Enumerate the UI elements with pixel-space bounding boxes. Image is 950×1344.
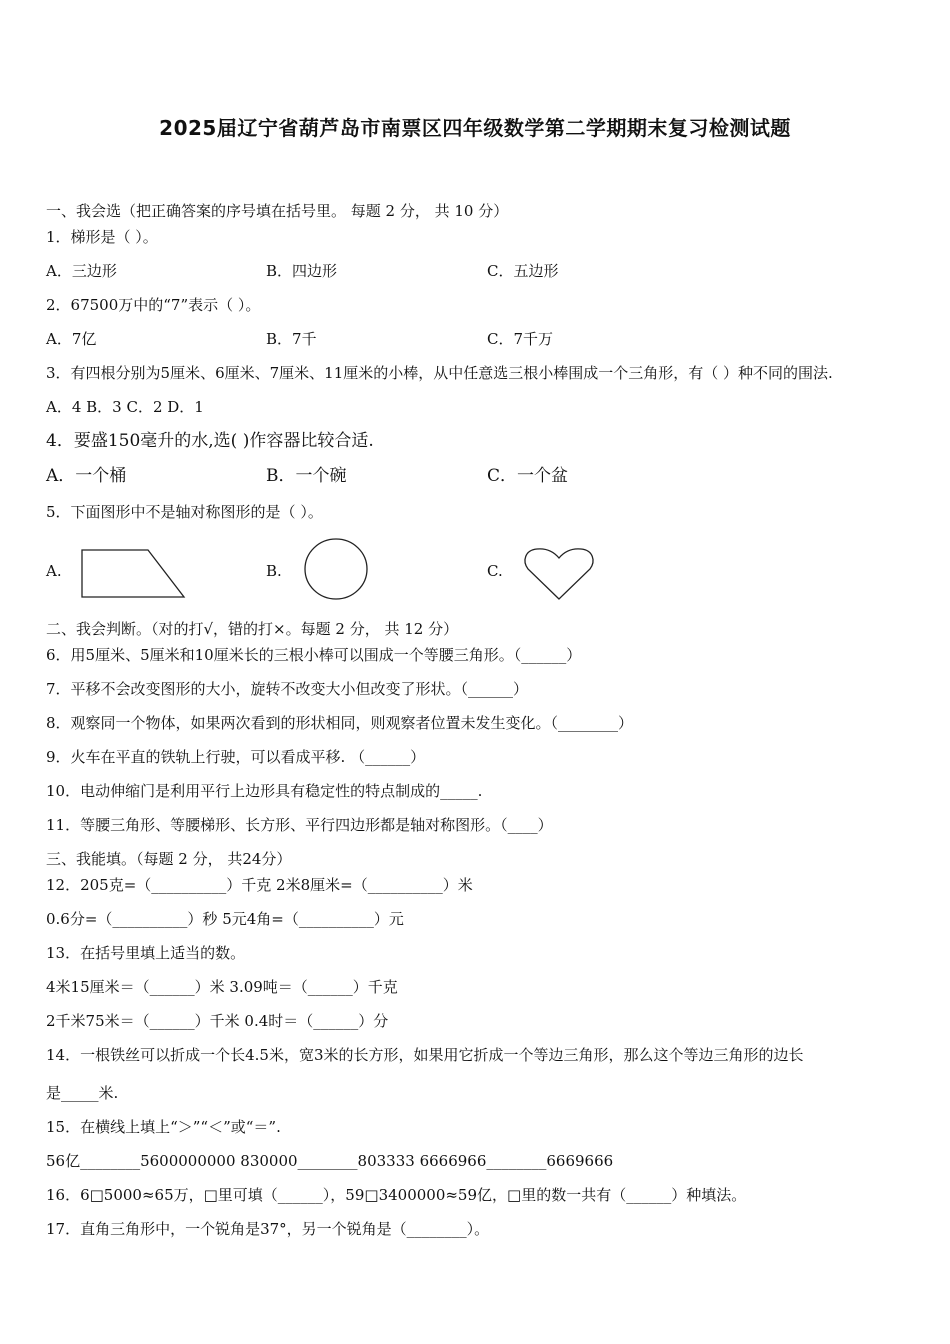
question-12-line-1: 12．205克=（__________）千克 2米8厘米=（__________）米 bbox=[46, 876, 473, 894]
question-1: 1．梯形是（ ）。 bbox=[46, 228, 158, 246]
question-10: 10．电动伸缩门是利用平行上边形具有稳定性的特点制成的_____. bbox=[46, 782, 483, 800]
q1-option-b: B．四边形 bbox=[266, 262, 338, 280]
question-8: 8．观察同一个物体，如果两次看到的形状相同，则观察者位置未发生变化。（________） bbox=[46, 714, 634, 732]
q3-options: A．4 B．3 C．2 D．1 bbox=[46, 398, 204, 416]
question-13-line-1: 4米15厘米＝（______）米 3.09吨＝（______）千克 bbox=[46, 978, 398, 996]
circle-figure bbox=[301, 536, 371, 602]
q4-option-b: B．一个碗 bbox=[266, 466, 347, 486]
page-title: 2025届辽宁省葫芦岛市南票区四年级数学第二学期期末复习检测试题 bbox=[159, 116, 791, 140]
question-12-line-2: 0.6分=（__________）秒 5元4角=（__________）元 bbox=[46, 910, 404, 928]
q2-option-a: A．7亿 bbox=[46, 330, 97, 348]
section3-heading: 三、我能填。（每题 2 分， 共24分） bbox=[46, 850, 292, 868]
question-14-line-1: 14．一根铁丝可以折成一个长4.5米，宽3米的长方形，如果用它折成一个等边三角形，那么这个等边三角形的边长 bbox=[46, 1046, 804, 1064]
trapezoid-figure bbox=[78, 548, 188, 600]
q5-option-c: C. bbox=[487, 562, 503, 580]
question-2: 2．67500万中的“7”表示（ ）。 bbox=[46, 296, 261, 314]
question-16: 16．6□5000≈65万，□里可填（______），59□3400000≈59亿，□里的数一共有（______）种填法。 bbox=[46, 1186, 747, 1204]
question-13: 13．在括号里填上适当的数。 bbox=[46, 944, 246, 962]
q2-option-c: C．7千万 bbox=[487, 330, 554, 348]
section1-heading: 一、我会选（把正确答案的序号填在括号里。 每题 2 分， 共 10 分） bbox=[46, 202, 509, 220]
question-9: 9．火车在平直的铁轨上行驶，可以看成平移. （______） bbox=[46, 748, 426, 766]
question-17: 17．直角三角形中，一个锐角是37°，另一个锐角是（________）。 bbox=[46, 1220, 490, 1238]
section2-heading: 二、我会判断。（对的打√，错的打×。每题 2 分， 共 12 分） bbox=[46, 620, 459, 638]
question-5: 5．下面图形中不是轴对称图形的是（ ）。 bbox=[46, 503, 323, 521]
question-4: 4．要盛150毫升的水,选( )作容器比较合适. bbox=[46, 431, 374, 451]
question-3: 3．有四根分别为5厘米、6厘米、7厘米、11厘米的小棒，从中任意选三根小棒围成一个三角形，有（ ）种不同的围法. bbox=[46, 364, 833, 382]
q4-option-c: C．一个盆 bbox=[487, 466, 569, 486]
question-7: 7．平移不会改变图形的大小，旋转不改变大小但改变了形状。（______） bbox=[46, 680, 529, 698]
q1-option-a: A．三边形 bbox=[46, 262, 117, 280]
question-14-line-2: 是_____米. bbox=[46, 1084, 119, 1102]
question-15: 15．在横线上填上“＞”“＜”或“＝”. bbox=[46, 1118, 281, 1136]
q5-option-a: A. bbox=[46, 562, 62, 580]
q2-option-b: B．7千 bbox=[266, 330, 317, 348]
question-6: 6．用5厘米、5厘米和10厘米长的三根小棒可以围成一个等腰三角形。（______） bbox=[46, 646, 582, 664]
question-11: 11．等腰三角形、等腰梯形、长方形、平行四边形都是轴对称图形。（____） bbox=[46, 816, 553, 834]
heart-figure bbox=[522, 547, 596, 602]
q1-option-c: C．五边形 bbox=[487, 262, 559, 280]
q5-option-b: B. bbox=[266, 562, 282, 580]
question-13-line-2: 2千米75米＝（______）千米 0.4时＝（______）分 bbox=[46, 1012, 389, 1030]
q4-option-a: A．一个桶 bbox=[46, 466, 127, 486]
question-15-comparisons: 56亿________5600000000 830000________803333 6666966________6669666 bbox=[46, 1152, 614, 1170]
